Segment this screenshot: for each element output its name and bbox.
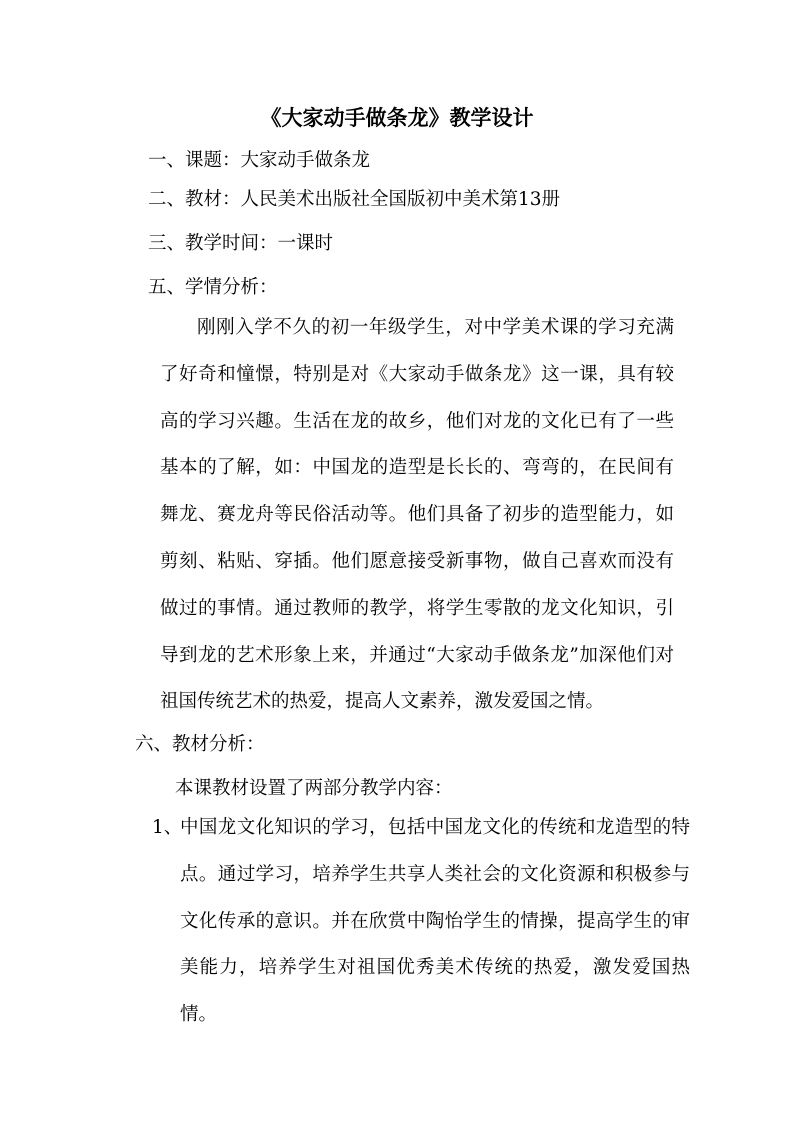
textbook-line: 二、教材：人民美术出版社全国版初中美术第13册 [148, 189, 561, 210]
list-item-text: 中国龙文化知识的学习，包括中国龙文化的传统和龙造型的特点。通过学习，培养学生共享人类社会的文化资源和积极参与文化传承的意识。并在欣赏中陶怡学生的情操，提高学生的审美能力，培养学生对祖国优秀美术传统的热爱，激发爱国热情。 [180, 817, 690, 1026]
list-item-number: 1、 [152, 817, 183, 838]
material-analysis-heading: 六、教材分析： [135, 734, 265, 755]
list-item [152, 805, 692, 1026]
document-title: 《大家动手做条龙》教学设计 [260, 105, 534, 130]
topic-line: 一、课题：大家动手做条龙 [148, 150, 371, 171]
student-analysis-paragraph: 刚刚入学不久的初一年级学生，对中学美术课的学习充满了好奇和憧憬，特别是对《大家动手做条龙》这一课，具有较高的学习兴趣。生活在龙的故乡，他们对龙的文化已有了一些基本的了解，如：中国龙的造型是长长的、弯弯的，在民间有舞龙、赛龙舟等民俗活动等。他们具备了初步的造型能力，如剪刻、粘贴、穿插。他们愿意接受新事物，做自己喜欢而没有做过的事情。通过教师的教学，将学生零散的龙文化知识，引导到龙的艺术形象上来，并通过“大家动手做条龙”加深他们对祖国传统艺术的热爱，提高人文素养，激发爱国之情。 [160, 317, 674, 713]
teaching-time-line: 三、教学时间：一课时 [148, 233, 334, 254]
student-analysis-heading: 五、学情分析： [148, 277, 278, 298]
material-analysis-intro: 本课教材设置了两部分教学内容： [175, 778, 453, 799]
